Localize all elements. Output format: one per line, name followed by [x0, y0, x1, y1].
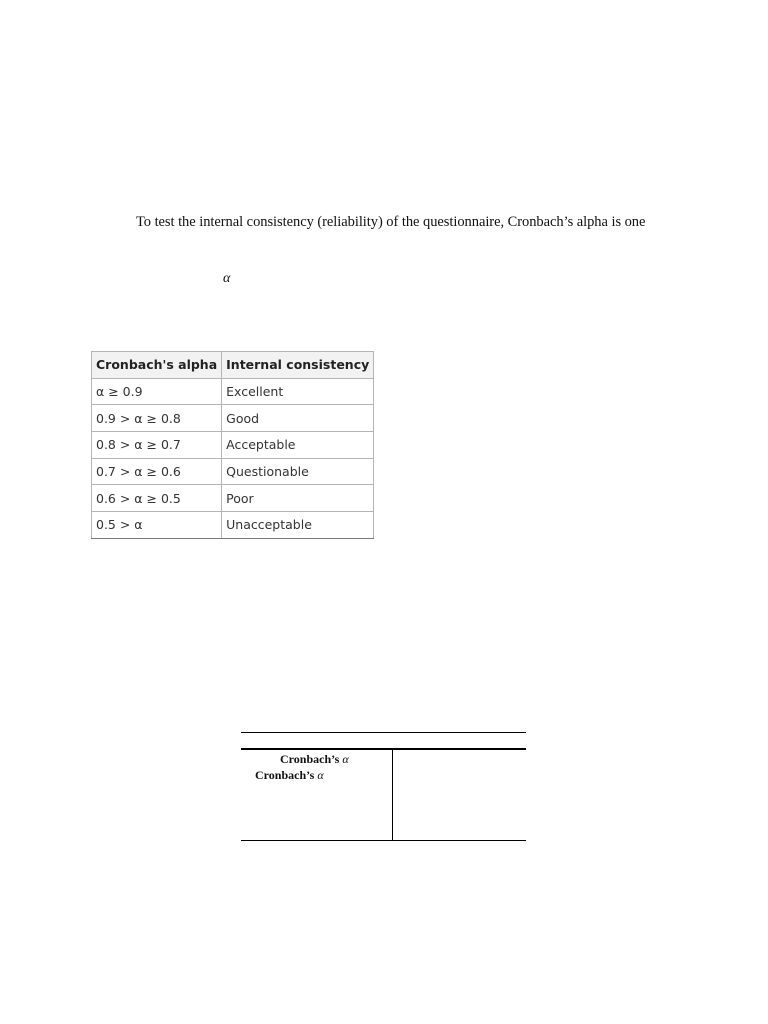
result-label-alpha: α	[342, 752, 349, 766]
result-label-text: Cronbach’s	[255, 768, 315, 782]
table-header-row	[92, 352, 374, 379]
result-label-cronbach-alpha-second	[255, 768, 324, 783]
alpha-range-cell: 0.5 > α	[92, 512, 222, 539]
result-label-text: Cronbach’s	[280, 752, 340, 766]
consistency-cell: Questionable	[222, 458, 374, 485]
body-paragraph: To test the internal consistency (reliability) of the questionnaire, Cronbach’s alpha is one	[136, 213, 646, 230]
table-row	[92, 405, 374, 432]
table-row	[92, 512, 374, 539]
reliability-scale-table	[91, 351, 374, 539]
alpha-range-cell: 0.9 > α ≥ 0.8	[92, 405, 222, 432]
alpha-symbol: α	[223, 271, 231, 286]
alpha-range-cell: 0.8 > α ≥ 0.7	[92, 432, 222, 459]
table-row	[92, 485, 374, 512]
result-table-bottom-rule	[241, 840, 526, 841]
header-cronbach-alpha: Cronbach's alpha	[92, 352, 222, 379]
consistency-cell: Unacceptable	[222, 512, 374, 539]
consistency-cell: Poor	[222, 485, 374, 512]
result-label-cronbach-alpha	[280, 752, 349, 767]
table-row	[92, 432, 374, 459]
table-row	[92, 458, 374, 485]
table-row	[92, 378, 374, 405]
result-table-column-divider	[392, 749, 393, 841]
result-table-top-rule	[241, 732, 526, 733]
alpha-range-cell: 0.6 > α ≥ 0.5	[92, 485, 222, 512]
header-internal-consistency: Internal consistency	[222, 352, 374, 379]
consistency-cell: Excellent	[222, 378, 374, 405]
result-label-alpha: α	[317, 768, 324, 782]
alpha-range-cell: α ≥ 0.9	[92, 378, 222, 405]
alpha-range-cell: 0.7 > α ≥ 0.6	[92, 458, 222, 485]
result-table-header-rule	[241, 748, 526, 750]
consistency-cell: Acceptable	[222, 432, 374, 459]
consistency-cell: Good	[222, 405, 374, 432]
